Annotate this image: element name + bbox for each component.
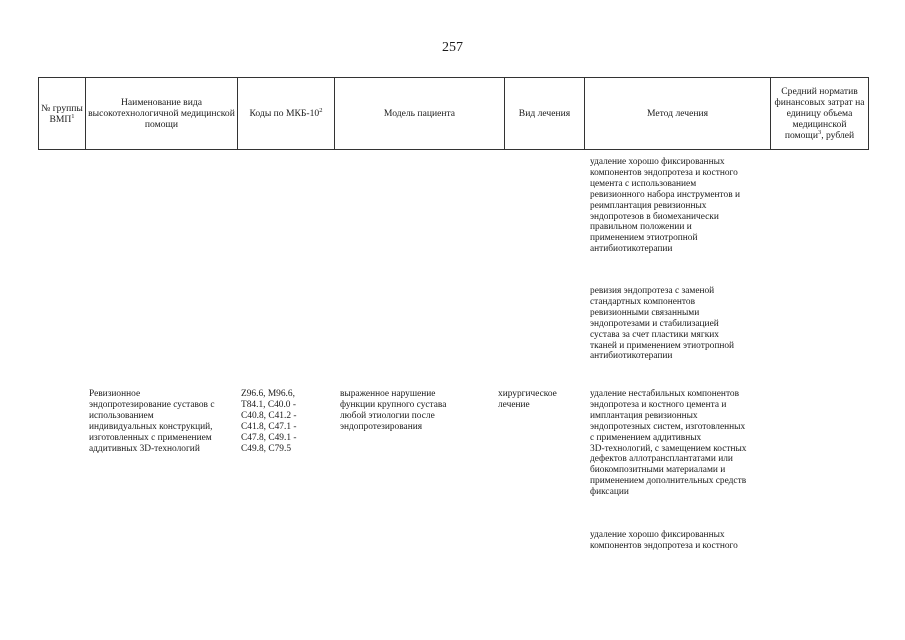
header-treatment-method: Метод лечения bbox=[585, 78, 771, 150]
table-header bbox=[38, 77, 869, 150]
row2-care-type-name: Ревизионное эндопротезирование суставов с использованием индивидуальных конструкций, изготовленных с применением аддитивных 3D-технологий bbox=[89, 389, 215, 454]
row2-patient-model: выраженное нарушение функции крупного сустава любой этиологии после эндопротезирования bbox=[340, 389, 447, 432]
header-treatment-type: Вид лечения bbox=[505, 78, 585, 150]
row2-treatment-type: хирургическое лечение bbox=[498, 389, 557, 410]
row1-method-1: удаление хорошо фиксированных компонентов эндопротеза и костного цемента с использованием ревизионного набора инструментов и реимплантация ревизионных эндопротезов в биомеханически правильном положении и применением этиотропной антибиотикотерапии bbox=[590, 157, 740, 255]
row2-icd-codes: Z96.6, M96.6, T84.1, C40.0 - C40.8, C41.2 - C41.8, C47.1 - C47.8, C49.1 - C49.8, C79.5 bbox=[241, 389, 297, 454]
row2-method-1: удаление нестабильных компонентов эндопротеза и костного цемента и имплантация ревизионных эндопротезных систем, изготовленных с применением аддитивных 3D-технологий, с замещением костных дефектов аллотрансплантатами или биокомпозитными материалами и применением дополнительных средств фиксации bbox=[590, 389, 747, 498]
row2-method-2: удаление хорошо фиксированных компонентов эндопротеза и костного bbox=[590, 530, 738, 551]
header-group-number: № группы ВМП$^1$ bbox=[39, 78, 86, 150]
row1-method-2: ревизия эндопротеза с заменой стандартных компонентов ревизионными связанными эндопротезами и стабилизацией сустава за счет пластики мягких тканей и применением этиотропной антибиотикотерапии bbox=[590, 286, 735, 362]
header-icd-codes: Коды по МКБ-$10^2$ bbox=[238, 78, 335, 150]
header-patient-model: Модель пациента bbox=[335, 78, 505, 150]
page-number: 257 bbox=[442, 40, 463, 55]
header-care-type-name: Наименование вида высокотехнологичной медицинской помощи bbox=[86, 78, 238, 150]
header-cost-standard: Средний норматив финансовых затрат на единицу объема медицинской помощи$^3$, рублей bbox=[771, 78, 869, 150]
